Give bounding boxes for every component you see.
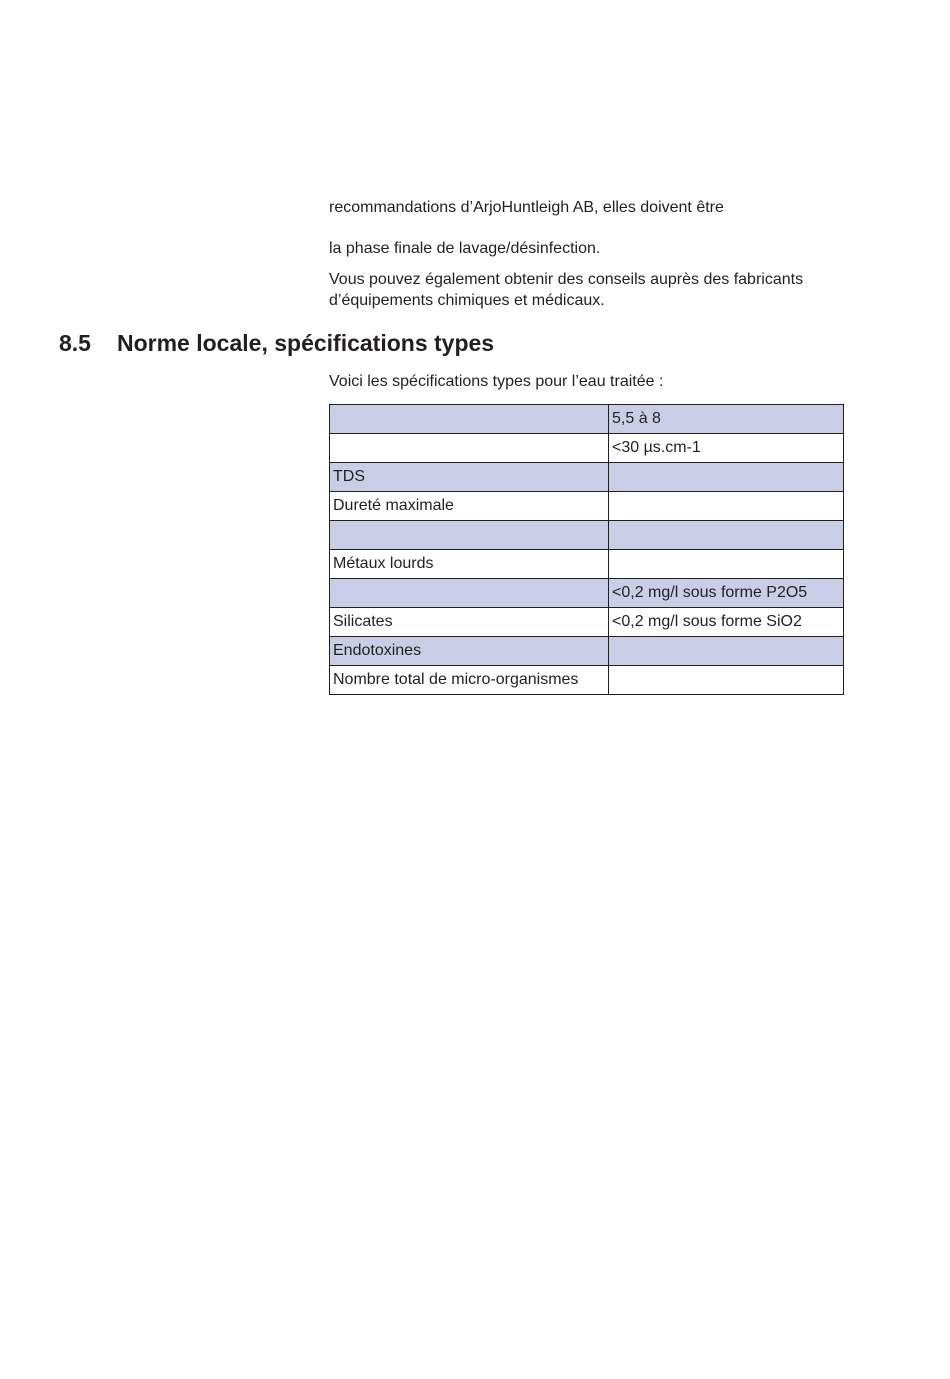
spec-value <box>609 666 844 695</box>
table-row <box>330 608 844 637</box>
spec-value: <0,2 mg/l sous forme P2O5 <box>609 579 844 608</box>
table-row <box>330 579 844 608</box>
section-heading <box>59 330 494 357</box>
spec-value <box>609 521 844 550</box>
spec-label <box>330 521 609 550</box>
spec-value <box>609 492 844 521</box>
spec-label: Endotoxines <box>330 637 609 666</box>
paragraph-final-phase: la phase finale de lavage/désinfection. <box>329 240 601 257</box>
spec-label: Dureté maximale <box>330 492 609 521</box>
paragraph-advice-line1: Vous pouvez également obtenir des conseils auprès des fabricants <box>329 271 804 288</box>
spec-label <box>330 405 609 434</box>
spec-value: 5,5 à 8 <box>609 405 844 434</box>
spec-value <box>609 550 844 579</box>
spec-value <box>609 463 844 492</box>
table-row <box>330 492 844 521</box>
spec-label: TDS <box>330 463 609 492</box>
table-row <box>330 637 844 666</box>
table-row <box>330 521 844 550</box>
spec-intro: Voici les spécifications types pour l’eau traitée : <box>329 373 664 390</box>
paragraph-recommendations: recommandations d’ArjoHuntleigh AB, elles doivent être <box>329 199 724 216</box>
table-row <box>330 666 844 695</box>
spec-value: <0,2 mg/l sous forme SiO2 <box>609 608 844 637</box>
table-row <box>330 550 844 579</box>
section-title: Norme locale, spécifications types <box>117 330 495 356</box>
spec-label: Silicates <box>330 608 609 637</box>
paragraph-advice <box>329 269 869 311</box>
table-row <box>330 463 844 492</box>
spec-value: <30 µs.cm-1 <box>609 434 844 463</box>
spec-label <box>330 579 609 608</box>
section-number: 8.5 <box>59 330 91 356</box>
spec-table <box>329 404 844 695</box>
table-row <box>330 405 844 434</box>
spec-label: Métaux lourds <box>330 550 609 579</box>
table-row <box>330 434 844 463</box>
paragraph-advice-line2: d’équipements chimiques et médicaux. <box>329 292 605 309</box>
spec-label <box>330 434 609 463</box>
spec-label: Nombre total de micro-organismes <box>330 666 609 695</box>
spec-value <box>609 637 844 666</box>
